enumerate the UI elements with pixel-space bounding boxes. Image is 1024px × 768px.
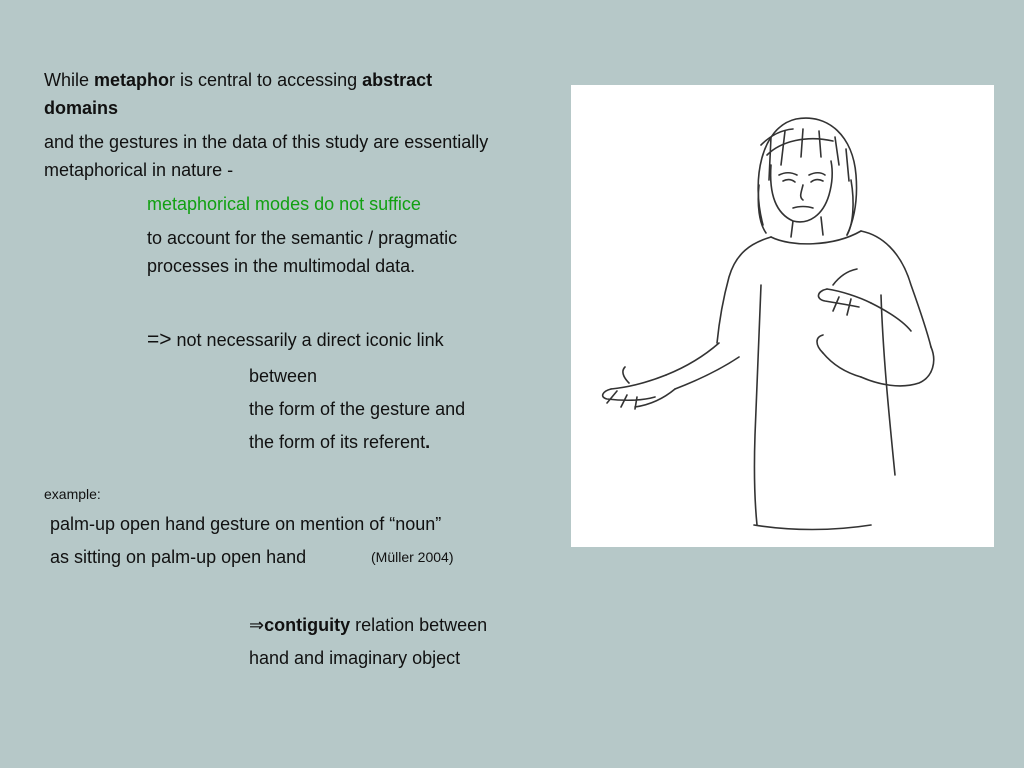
form-referent-dot: . (425, 432, 431, 452)
intro-bold-domains: domains (44, 98, 119, 118)
modes-line: metaphorical modes do not suffice (147, 194, 421, 214)
between-line: between (249, 366, 318, 386)
example-label: example: (44, 486, 101, 502)
example-line-2: as sitting on palm-up open hand (50, 547, 307, 567)
example-line-1: palm-up open hand gesture on mention of “noun” (50, 514, 442, 534)
implication-line (147, 326, 444, 354)
gestures-line-2: metaphorical in nature - (44, 160, 234, 180)
form-gesture-line: the form of the gesture and (249, 399, 466, 419)
conclusion-bold: contiguity (264, 615, 351, 635)
gesture-illustration (571, 85, 994, 547)
woman-gesture-sketch (571, 85, 994, 547)
intro-bold-abstract: abstract (362, 70, 433, 90)
form-referent-line (249, 428, 430, 456)
implication-arrow: => (147, 328, 172, 351)
account-line-2: processes in the multimodal data. (147, 256, 416, 276)
conclusion-line-2: hand and imaginary object (249, 648, 461, 668)
conclusion-line (249, 611, 487, 639)
conclusion-rest: relation between (350, 615, 488, 635)
intro-text-1: While (44, 70, 95, 90)
citation: (Müller 2004) (371, 549, 454, 565)
intro-bold-metaphor: metapho (94, 70, 170, 90)
conclusion-arrow-icon: ⇒ (249, 615, 265, 635)
intro-text-2: r is central to accessing (169, 70, 363, 90)
form-referent-text: the form of its referent (249, 432, 426, 452)
implication-text: not necessarily a direct iconic link (171, 330, 444, 350)
gestures-line-1: and the gestures in the data of this study are essentially (44, 132, 489, 152)
intro-line (44, 66, 432, 94)
account-line-1: to account for the semantic / pragmatic (147, 228, 458, 248)
